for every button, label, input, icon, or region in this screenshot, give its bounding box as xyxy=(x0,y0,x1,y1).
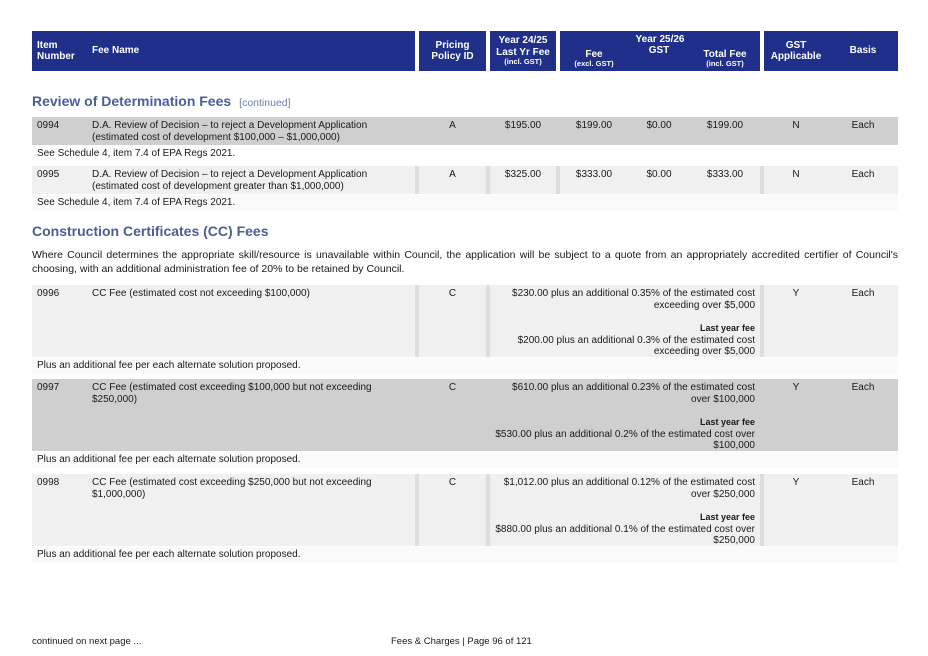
header-pricing-policy: Pricing Policy ID xyxy=(419,31,486,71)
basis: Each xyxy=(851,382,875,393)
fee-description: $230.00 plus an additional 0.35% of the estimated cost exceeding over $5,000 Last year fee $200.00 plus an additional 0.3% of the estimated cost exceeding over $5,000 xyxy=(512,288,755,357)
header-gst: GST xyxy=(648,45,670,57)
table-row xyxy=(32,285,898,357)
basis: Each xyxy=(851,120,875,131)
table-row xyxy=(32,379,898,451)
header-total-fee: Total Fee (incl. GST) xyxy=(703,48,747,69)
header-fee-name: Fee Name xyxy=(87,31,415,71)
section-title-review: Review of Determination Fees [continued] xyxy=(32,93,291,109)
total-fee: $333.00 xyxy=(706,169,744,180)
item-number: 0998 xyxy=(37,477,60,488)
gst-applicable: Y xyxy=(792,477,800,488)
pricing-policy: C xyxy=(448,382,457,393)
gst-amount: $0.00 xyxy=(646,120,672,131)
fee-name: D.A. Review of Decision – to reject a Development Application (estimated cost of development $100,000 – $1,000,000) xyxy=(92,120,368,143)
header-fee: Fee (excl. GST) xyxy=(574,48,614,69)
pricing-policy: C xyxy=(448,477,457,488)
table-row xyxy=(32,117,898,145)
table-row xyxy=(32,166,898,194)
fee-name: D.A. Review of Decision – to reject a Development Application (estimated cost of development greater than $1,000,000) xyxy=(92,169,368,192)
continued-label: [continued] xyxy=(239,97,291,109)
total-fee: $199.00 xyxy=(706,120,744,131)
last-yr-fee: $195.00 xyxy=(504,120,542,131)
row-note: Plus an additional fee per each alternate solution proposed. xyxy=(32,358,898,374)
fee-name: CC Fee (estimated cost exceeding $250,000 but not exceeding $1,000,000) xyxy=(92,477,372,500)
footer-continued: continued on next page ... xyxy=(32,636,142,647)
item-number: 0994 xyxy=(37,120,60,131)
header-gst-applicable: GST Applicable xyxy=(764,31,828,71)
table-row xyxy=(32,474,898,546)
last-yr-fee: $325.00 xyxy=(504,169,542,180)
fee-description: $610.00 plus an additional 0.23% of the estimated cost over $100,000 Last year fee $530.00 plus an additional 0.2% of the estimated cost over $100,000 xyxy=(495,382,755,451)
header-item-number: Item Number xyxy=(32,31,87,71)
gst-applicable: N xyxy=(792,169,800,180)
pricing-policy: A xyxy=(449,120,456,131)
fee-excl-gst: $199.00 xyxy=(575,120,613,131)
basis: Each xyxy=(851,288,875,299)
table-header xyxy=(32,31,898,71)
row-note: Plus an additional fee per each alternate solution proposed. xyxy=(32,452,898,468)
section-intro: Where Council determines the appropriate skill/resource is unavailable within Council, the application will be subject to a quote from an appropriately accredited certifier of Council's choosing, with an additional administration fee of 20% to be retained by Council. xyxy=(32,249,898,275)
item-number: 0997 xyxy=(37,382,60,393)
fee-name: CC Fee (estimated cost exceeding $100,000 but not exceeding $250,000) xyxy=(92,382,372,405)
header-basis: Basis xyxy=(828,31,898,71)
section-title-cc-fees: Construction Certificates (CC) Fees xyxy=(32,223,269,239)
gst-applicable: Y xyxy=(792,382,800,393)
gst-applicable: N xyxy=(792,120,800,131)
basis: Each xyxy=(851,169,875,180)
pricing-policy: A xyxy=(449,169,456,180)
fee-description: $1,012.00 plus an additional 0.12% of the estimated cost over $250,000 Last year fee $880.00 plus an additional 0.1% of the estimated cost over $250,000 xyxy=(495,477,755,546)
item-number: 0996 xyxy=(37,288,60,299)
basis: Each xyxy=(851,477,875,488)
item-number: 0995 xyxy=(37,169,60,180)
header-year-2526-label: Year 25/26 xyxy=(635,34,685,45)
gst-amount: $0.00 xyxy=(646,169,672,180)
fee-name: CC Fee (estimated cost not exceeding $100,000) xyxy=(92,288,310,299)
row-note: See Schedule 4, item 7.4 of EPA Regs 2021. xyxy=(32,195,898,211)
gst-applicable: Y xyxy=(792,288,800,299)
row-note: See Schedule 4, item 7.4 of EPA Regs 2021. xyxy=(32,146,898,162)
header-last-yr-fee: Year 24/25 Last Yr Fee (incl. GST) xyxy=(490,31,556,71)
fee-excl-gst: $333.00 xyxy=(575,169,613,180)
row-note: Plus an additional fee per each alternate solution proposed. xyxy=(32,547,898,563)
footer-page-number: Fees & Charges | Page 96 of 121 xyxy=(391,636,532,647)
pricing-policy: C xyxy=(448,288,457,299)
